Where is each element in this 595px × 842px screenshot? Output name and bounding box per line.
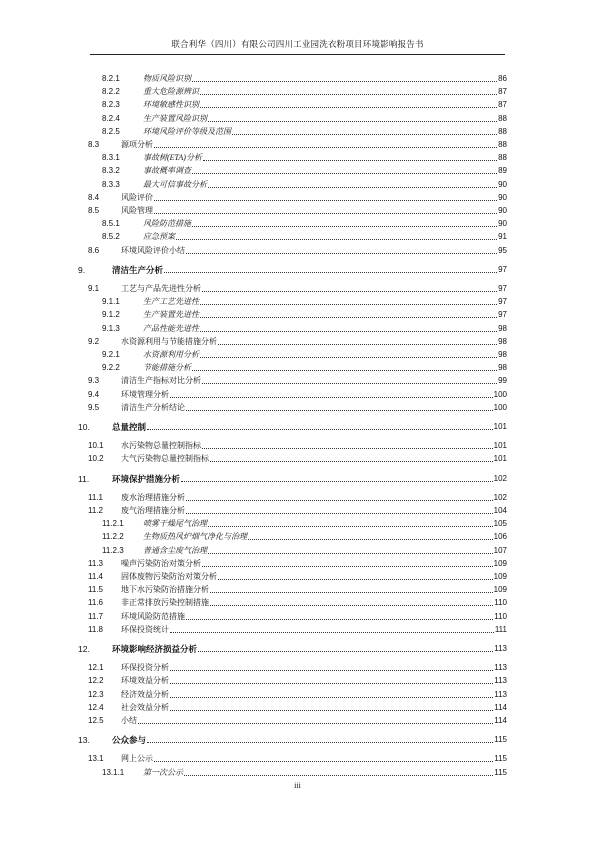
dot-leader — [186, 410, 493, 411]
dot-leader — [200, 357, 497, 358]
toc-entry-title: 节能措施分析 — [143, 363, 191, 373]
toc-entry-page: 89 — [498, 166, 507, 176]
toc-entry-title: 环保投资分析 — [121, 663, 169, 673]
toc-entry-title: 地下水污染防治措施分析 — [121, 585, 209, 595]
toc-entry-page: 97 — [498, 297, 507, 307]
dot-leader — [176, 239, 497, 240]
toc-entry-title: 固体废物污染防治对策分析 — [121, 572, 217, 581]
toc-entry[interactable] — [102, 308, 507, 320]
toc-entry-title: 环境管理分析 — [121, 389, 169, 399]
toc-entry-title: 环境敏感性识别 — [143, 100, 199, 110]
dot-leader — [248, 539, 493, 540]
toc-entry-title: 废气治理措施分析 — [121, 506, 185, 515]
toc-entry-number: 8.6 — [88, 245, 100, 255]
toc-entry-number: 13.1 — [88, 754, 104, 764]
toc-entry[interactable] — [88, 335, 507, 347]
toc-entry-number: 8.4 — [88, 192, 100, 202]
toc-entry-page: 109 — [493, 572, 507, 581]
toc-entry-number: 8.5.2 — [102, 232, 120, 242]
toc-entry-page: 98 — [498, 336, 507, 346]
toc-entry-number: 9.2.1 — [102, 350, 120, 359]
dot-leader — [202, 566, 493, 567]
toc-entry[interactable] — [102, 112, 507, 124]
toc-entry-title: 废水治理措施分析 — [121, 492, 185, 502]
toc-entry-page: 90 — [498, 192, 507, 202]
toc-entry[interactable] — [88, 191, 507, 203]
dot-leader — [232, 134, 497, 135]
toc-entry-title: 总量控制 — [112, 422, 147, 432]
toc-entry-title: 生产装置先进性 — [143, 310, 199, 320]
dot-leader — [192, 370, 497, 371]
toc-entry-title: 最大可信事故分析 — [143, 179, 207, 189]
toc-entry-number: 9.1.2 — [102, 310, 120, 320]
toc-entry-number: 11.2.3 — [102, 545, 124, 555]
toc-entry-number: 11.2.2 — [102, 532, 124, 542]
toc-entry[interactable] — [102, 151, 507, 163]
toc-entry-page: 110 — [494, 611, 507, 621]
dot-leader — [200, 304, 497, 305]
toc-entry-title: 生产工艺先进性 — [143, 297, 199, 307]
toc-entry-title: 环保投资统计 — [121, 624, 169, 634]
toc-entry-page: 110 — [494, 598, 507, 608]
page-number: iii — [294, 781, 301, 790]
toc-entry-number: 9.1.3 — [102, 323, 120, 333]
toc-entry[interactable] — [102, 164, 507, 176]
dot-leader — [170, 397, 493, 398]
dot-leader — [138, 723, 493, 724]
toc-entry-page: 90 — [498, 179, 507, 189]
toc-entry[interactable] — [78, 420, 507, 432]
toc-entry-page: 86 — [498, 74, 507, 83]
toc-entry-page: 90 — [498, 219, 507, 229]
dot-leader — [202, 291, 497, 292]
toc-entry-title: 应急预案 — [143, 232, 175, 242]
dot-leader — [170, 683, 493, 684]
toc-entry-page: 107 — [493, 545, 507, 555]
dot-leader — [170, 632, 494, 633]
toc-entry-title: 重大危险源辨识 — [143, 87, 199, 97]
dot-leader — [210, 605, 493, 606]
toc-entry-title: 环境风险评价小结 — [121, 245, 185, 255]
toc-entry-number: 8.2.3 — [102, 100, 120, 110]
toc-entry[interactable] — [102, 72, 507, 84]
toc-entry[interactable] — [88, 557, 507, 569]
toc-entry-page: 98 — [498, 323, 507, 333]
toc-entry[interactable] — [88, 752, 507, 764]
dot-leader — [210, 592, 493, 593]
toc-entry-title: 工艺与产品先进性分析 — [121, 284, 201, 293]
toc-entry-number: 8.3.1 — [102, 153, 120, 163]
dot-leader — [170, 710, 493, 711]
toc-entry[interactable] — [102, 98, 507, 110]
toc-entry[interactable] — [78, 733, 507, 745]
toc-entry-number: 11.3 — [88, 558, 103, 568]
toc-entry[interactable] — [88, 610, 507, 622]
toc-entry[interactable] — [88, 439, 507, 451]
toc-entry-number: 9.4 — [88, 389, 100, 399]
toc-entry[interactable] — [88, 204, 507, 216]
toc-entry-number: 13.1.1 — [102, 767, 125, 777]
dot-leader — [200, 317, 497, 318]
toc-entry[interactable] — [88, 491, 507, 503]
toc-entry-number: 11.2 — [88, 506, 103, 515]
toc-entry[interactable] — [102, 322, 507, 334]
toc-entry[interactable] — [88, 596, 507, 608]
toc-entry-title: 喷雾干燥尾气治理 — [143, 519, 207, 529]
toc-entry-number: 8.3.2 — [102, 166, 120, 176]
toc-entry-title: 经济效益分析 — [121, 689, 169, 699]
toc-entry[interactable] — [88, 623, 507, 635]
toc-entry[interactable] — [88, 674, 507, 686]
dot-leader — [198, 651, 493, 652]
toc-entry-page: 88 — [498, 153, 507, 163]
toc-entry-page: 115 — [494, 767, 507, 777]
toc-entry-page: 102 — [493, 473, 507, 483]
dot-leader — [186, 500, 493, 501]
dot-leader — [192, 226, 497, 227]
toc-entry-page: 104 — [493, 506, 507, 515]
toc-entry-page: 98 — [498, 350, 507, 359]
dot-leader — [200, 94, 497, 95]
toc-entry-page: 88 — [498, 126, 507, 136]
toc-entry-title: 环境影响经济损益分析 — [112, 644, 198, 654]
toc-entry-number: 9.2.2 — [102, 363, 120, 373]
toc-entry-page: 101 — [493, 441, 507, 451]
toc-entry-number: 12. — [78, 644, 90, 654]
dot-leader — [154, 147, 497, 148]
toc-entry[interactable] — [102, 178, 507, 190]
toc-entry-title: 水资源利用与节能措施分析 — [121, 336, 217, 346]
dot-leader — [184, 775, 493, 776]
toc-entry-title: 环境保护措施分析 — [112, 473, 181, 484]
dot-leader — [203, 160, 497, 161]
toc-entry-title: 第一次公示 — [143, 767, 183, 777]
dot-leader — [181, 481, 493, 482]
toc-entry-page: 97 — [498, 310, 507, 320]
toc-entry[interactable] — [88, 374, 507, 386]
dot-leader — [154, 213, 497, 214]
toc-entry[interactable] — [102, 230, 507, 242]
toc-entry[interactable] — [88, 688, 507, 700]
toc-entry-title: 事故概率调查 — [143, 166, 191, 176]
toc-entry-page: 88 — [498, 113, 507, 123]
toc-entry-title: 生产装置风险识别 — [143, 113, 207, 123]
toc-entry-page: 106 — [493, 532, 507, 542]
toc-entry-number: 12.2 — [88, 676, 104, 686]
toc-entry-page: 109 — [493, 585, 507, 595]
toc-entry[interactable] — [78, 263, 507, 275]
toc-entry-number: 8.5.1 — [102, 219, 120, 229]
dot-leader — [210, 461, 493, 462]
toc-entry[interactable] — [102, 85, 507, 97]
dot-leader — [200, 331, 497, 332]
toc-entry-title: 环境风险评价等级及范围 — [143, 126, 231, 136]
toc-entry[interactable] — [88, 244, 507, 256]
toc-entry[interactable] — [102, 766, 507, 778]
toc-entry-number: 9.5 — [88, 402, 100, 412]
toc-entry-number: 11.8 — [88, 624, 103, 634]
toc-entry-number: 11.7 — [88, 611, 103, 621]
toc-entry-page: 102 — [493, 492, 507, 502]
toc-entry-page: 100 — [493, 402, 507, 412]
dot-leader — [170, 697, 493, 698]
toc-entry[interactable] — [88, 452, 507, 464]
toc-entry-title: 源项分析 — [121, 140, 153, 149]
toc-entry[interactable] — [88, 583, 507, 595]
toc-entry-title: 产品性能先进性 — [143, 323, 199, 333]
toc-entry[interactable] — [88, 401, 507, 413]
toc-entry-title: 网上公示 — [121, 754, 153, 764]
toc-entry-page: 87 — [498, 87, 507, 97]
toc-entry-page: 105 — [493, 519, 507, 529]
toc-entry[interactable] — [102, 348, 507, 360]
dot-leader — [164, 272, 497, 273]
toc-entry-number: 8.2.5 — [102, 126, 120, 136]
dot-leader — [170, 670, 493, 671]
toc-entry[interactable] — [88, 138, 507, 150]
toc-entry[interactable] — [78, 642, 507, 654]
toc-entry-title: 事故树(ETA)分析 — [143, 153, 202, 163]
dot-leader — [218, 579, 493, 580]
toc-entry[interactable] — [102, 530, 507, 542]
toc-entry-page: 113 — [494, 644, 507, 653]
dot-leader — [218, 344, 497, 345]
toc-entry-title: 水资源利用分析 — [143, 350, 199, 359]
toc-entry[interactable] — [102, 295, 507, 307]
dot-leader — [186, 513, 493, 514]
toc-entry[interactable] — [88, 714, 507, 726]
toc-entry-page: 114 — [494, 716, 507, 725]
toc-entry-title: 环境效益分析 — [121, 676, 169, 686]
toc-entry-page: 97 — [498, 264, 507, 274]
toc-entry-number: 11.2.1 — [102, 519, 124, 529]
toc-entry[interactable] — [88, 570, 507, 582]
toc-entry-number: 10. — [78, 422, 90, 432]
toc-entry-page: 87 — [498, 100, 507, 110]
toc-entry-title: 清洁生产分析 — [112, 264, 164, 275]
toc-entry-title: 非正常排放污染控制措施 — [121, 598, 209, 608]
toc-entry-page: 113 — [494, 689, 507, 699]
toc-entry-number: 13. — [78, 735, 90, 746]
toc-entry-page: 98 — [498, 363, 507, 373]
toc-entry[interactable] — [88, 282, 507, 294]
toc-entry-number: 9. — [78, 264, 86, 275]
toc-entry-number: 8.2.1 — [102, 74, 120, 83]
dot-leader — [202, 383, 497, 384]
toc-entry-number: 11.5 — [88, 585, 103, 595]
toc-entry-number: 8.2.2 — [102, 87, 120, 97]
toc-entry[interactable] — [102, 125, 507, 137]
toc-entry-page: 115 — [494, 735, 507, 745]
toc-entry-title: 大气污染物总量控制指标 — [121, 454, 209, 464]
toc-entry-page: 91 — [498, 232, 507, 242]
dot-leader — [208, 553, 493, 554]
toc-entry-number: 11.1 — [88, 492, 103, 502]
dot-leader — [208, 526, 493, 527]
toc-entry-page: 114 — [494, 702, 507, 712]
toc-entry-page: 109 — [493, 558, 507, 568]
toc-entry-number: 9.1 — [88, 284, 100, 293]
toc-entry-page: 95 — [498, 245, 507, 255]
toc-entry-title: 清洁生产指标对比分析 — [121, 376, 201, 386]
toc-entry[interactable] — [88, 701, 507, 713]
toc-entry-title: 环境风险防范措施 — [121, 611, 185, 621]
dot-leader — [147, 742, 493, 743]
toc-entry[interactable] — [88, 661, 507, 673]
toc-entry-title: 公众参与 — [112, 735, 147, 746]
dot-leader — [186, 619, 493, 620]
toc-entry-number: 10.1 — [88, 441, 104, 451]
toc-entry-number: 8.3 — [88, 140, 100, 149]
toc-entry-number: 8.3.3 — [102, 179, 120, 189]
toc-entry-page: 99 — [498, 376, 507, 386]
toc-entry-page: 90 — [498, 206, 507, 215]
toc-entry-number: 10.2 — [88, 454, 104, 464]
toc-entry-title: 小结 — [121, 716, 137, 725]
toc-entry[interactable] — [88, 388, 507, 400]
toc-entry-page: 101 — [493, 422, 507, 431]
toc-entry[interactable] — [88, 504, 507, 516]
toc-entry-number: 8.2.4 — [102, 113, 120, 123]
dot-leader — [154, 761, 493, 762]
toc-entry-page: 101 — [493, 454, 507, 464]
toc-entry-page: 113 — [494, 663, 507, 673]
toc-entry-page: 115 — [494, 754, 507, 764]
toc-entry-number: 12.4 — [88, 702, 104, 712]
toc-entry-title: 物质风险识别 — [143, 74, 191, 83]
toc-entry-number: 11.6 — [88, 598, 103, 608]
toc-entry-page: 88 — [498, 140, 507, 149]
toc-entry-page: 113 — [494, 676, 507, 686]
toc-entry-number: 12.3 — [88, 689, 104, 699]
toc-entry-title: 水污染物总量控制指标 — [121, 441, 201, 451]
toc-entry-number: 11. — [78, 473, 90, 484]
dot-leader — [200, 107, 497, 108]
dot-leader — [192, 81, 497, 82]
toc-entry-number: 12.1 — [88, 663, 104, 673]
toc-entry-title: 社会效益分析 — [121, 702, 169, 712]
toc-entry-title: 噪声污染防治对策分析 — [121, 558, 201, 568]
toc-entry[interactable] — [102, 217, 507, 229]
toc-entry-title: 风险管理 — [121, 206, 153, 215]
dot-leader — [147, 429, 493, 430]
dot-leader — [154, 200, 497, 201]
dot-leader — [186, 253, 497, 254]
toc-entry-number: 8.5 — [88, 206, 100, 215]
dot-leader — [208, 187, 497, 188]
toc-entry-title: 风险评价 — [121, 192, 153, 202]
toc-entry-number: 12.5 — [88, 716, 104, 725]
toc-entry[interactable] — [78, 472, 507, 484]
toc-entry-title: 生物质热风炉烟气净化与治理 — [143, 532, 247, 542]
toc-entry[interactable] — [102, 361, 507, 373]
toc-entry-number: 9.3 — [88, 376, 100, 386]
toc-entry-title: 清洁生产分析结论 — [121, 402, 185, 412]
toc-entry[interactable] — [102, 517, 507, 529]
toc-entry-number: 9.1.1 — [102, 297, 120, 307]
dot-leader — [202, 448, 493, 449]
dot-leader — [192, 173, 497, 174]
toc-entry-page: 111 — [494, 624, 507, 634]
dot-leader — [208, 121, 497, 122]
toc-entry-title: 风险防范措施 — [143, 219, 191, 229]
toc-entry-page: 97 — [498, 284, 507, 293]
toc-entry-page: 100 — [493, 389, 507, 399]
toc-entry-title: 普通含尘废气治理 — [143, 545, 207, 555]
toc-entry-number: 9.2 — [88, 336, 100, 346]
toc-entry-number: 11.4 — [88, 572, 103, 581]
toc-entry[interactable] — [102, 544, 507, 556]
running-header: 联合利华（四川）有限公司四川工业园洗衣粉项目环境影响报告书 — [90, 38, 505, 55]
